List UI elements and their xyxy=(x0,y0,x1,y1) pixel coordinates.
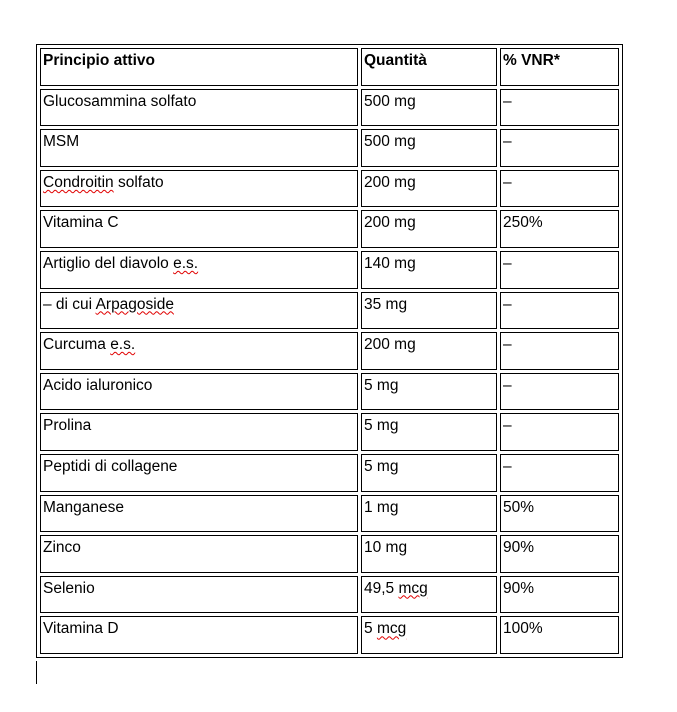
cell-text: 500 mg xyxy=(364,133,416,151)
table-cell[interactable] xyxy=(361,89,497,127)
table-row xyxy=(40,535,619,573)
table-body xyxy=(40,89,619,654)
cell-text: Vitamina D xyxy=(43,620,119,638)
misspelled-word: e.s. xyxy=(173,254,199,272)
cell-text: 250% xyxy=(503,214,543,232)
cell-text: – xyxy=(503,376,512,394)
cell-text: – xyxy=(503,133,512,151)
misspelled-word: Arpagoside xyxy=(95,295,174,313)
table-cell[interactable] xyxy=(361,576,497,614)
cell-text: 90% xyxy=(503,579,535,597)
table-cell[interactable] xyxy=(361,535,497,573)
cell-text: – xyxy=(503,417,512,435)
table-cell[interactable] xyxy=(500,616,619,654)
table-row xyxy=(40,454,619,492)
table-cell[interactable] xyxy=(500,251,619,289)
table-row xyxy=(40,129,619,167)
table-row xyxy=(40,251,619,289)
cell-text: 5 xyxy=(364,620,377,638)
table-cell[interactable] xyxy=(361,413,497,451)
cell-text: 100% xyxy=(503,620,543,638)
cell-text: Curcuma xyxy=(43,336,111,354)
cell-text: 140 mg xyxy=(364,254,416,272)
cell-text: Zinco xyxy=(43,539,81,557)
table-cell[interactable] xyxy=(40,373,358,411)
cell-text: Peptidi di collagene xyxy=(43,457,178,475)
table-cell[interactable] xyxy=(40,251,358,289)
table-cell[interactable] xyxy=(500,332,619,370)
table-cell[interactable] xyxy=(361,129,497,167)
misspelled-word: mcg xyxy=(376,620,407,638)
table-cell[interactable] xyxy=(361,454,497,492)
table-cell[interactable] xyxy=(40,495,358,533)
table-cell[interactable] xyxy=(500,373,619,411)
cell-text: – xyxy=(503,254,512,272)
misspelled-word: Condroitin xyxy=(43,173,114,191)
cell-text: Vitamina C xyxy=(43,214,119,232)
cell-text: Glucosammina solfato xyxy=(43,92,197,110)
cell-text: Acido ialuronico xyxy=(43,376,153,394)
header-cell-2[interactable]: % VNR* xyxy=(500,48,619,86)
misspelled-word: e.s. xyxy=(110,336,136,354)
table-cell[interactable] xyxy=(40,535,358,573)
table-cell[interactable] xyxy=(500,576,619,614)
text-cursor xyxy=(36,661,37,684)
cell-text: 1 mg xyxy=(364,498,399,516)
table-cell[interactable] xyxy=(40,89,358,127)
cell-text: – di cui xyxy=(43,295,96,313)
table-cell[interactable] xyxy=(361,495,497,533)
table-cell[interactable] xyxy=(40,454,358,492)
table-cell[interactable] xyxy=(40,332,358,370)
table-cell[interactable] xyxy=(40,292,358,330)
table-cell[interactable] xyxy=(361,616,497,654)
table-cell[interactable] xyxy=(500,89,619,127)
cell-text: 50% xyxy=(503,498,535,516)
ingredients-table xyxy=(36,44,623,658)
table-cell[interactable] xyxy=(361,292,497,330)
table-cell[interactable] xyxy=(40,129,358,167)
table-cell[interactable] xyxy=(40,170,358,208)
table-cell[interactable] xyxy=(361,210,497,248)
cell-text: Artiglio del diavolo xyxy=(43,254,174,272)
table-cell[interactable] xyxy=(500,129,619,167)
cell-text: 5 mg xyxy=(364,417,399,435)
table-row xyxy=(40,292,619,330)
cell-text: 5 mg xyxy=(364,376,399,394)
table-row xyxy=(40,89,619,127)
table-cell[interactable] xyxy=(361,373,497,411)
table-cell[interactable] xyxy=(500,170,619,208)
cell-text: 200 mg xyxy=(364,214,416,232)
table-cell[interactable] xyxy=(361,251,497,289)
table-cell[interactable] xyxy=(40,413,358,451)
header-cell-0[interactable]: Principio attivo xyxy=(40,48,358,86)
table-cell[interactable] xyxy=(500,495,619,533)
table-cell[interactable] xyxy=(361,170,497,208)
cell-text: 200 mg xyxy=(364,173,416,191)
cell-text: Selenio xyxy=(43,579,95,597)
cell-text: – xyxy=(503,295,512,313)
cell-text: 5 mg xyxy=(364,457,399,475)
table-row xyxy=(40,210,619,248)
table-cell[interactable] xyxy=(40,616,358,654)
cell-text: – xyxy=(503,92,512,110)
table-cell[interactable] xyxy=(500,535,619,573)
table-row xyxy=(40,495,619,533)
cell-text: 35 mg xyxy=(364,295,408,313)
table-cell[interactable] xyxy=(500,210,619,248)
header-cell-1[interactable]: Quantità xyxy=(361,48,497,86)
table-cell[interactable] xyxy=(500,454,619,492)
cell-text: – xyxy=(503,173,512,191)
cell-text: 500 mg xyxy=(364,92,416,110)
cell-text: 10 mg xyxy=(364,539,408,557)
cell-text: Manganese xyxy=(43,498,125,516)
table-cell[interactable] xyxy=(361,332,497,370)
table-row xyxy=(40,373,619,411)
table-header-row xyxy=(40,48,619,86)
cell-text: MSM xyxy=(43,133,80,151)
table-row xyxy=(40,413,619,451)
cell-text: Prolina xyxy=(43,417,92,435)
table-cell[interactable] xyxy=(500,413,619,451)
table-cell[interactable] xyxy=(40,210,358,248)
cell-text: 90% xyxy=(503,539,535,557)
table-row xyxy=(40,170,619,208)
table-cell[interactable] xyxy=(40,576,358,614)
misspelled-word: mcg xyxy=(398,579,428,597)
cell-text: – xyxy=(503,457,512,475)
cell-text: – xyxy=(503,336,512,354)
table-row xyxy=(40,576,619,614)
cell-text: 49,5 xyxy=(364,579,399,597)
table-row xyxy=(40,616,619,654)
table-row xyxy=(40,332,619,370)
table-cell[interactable] xyxy=(500,292,619,330)
cell-text: solfato xyxy=(113,173,164,191)
cell-text: 200 mg xyxy=(364,336,416,354)
